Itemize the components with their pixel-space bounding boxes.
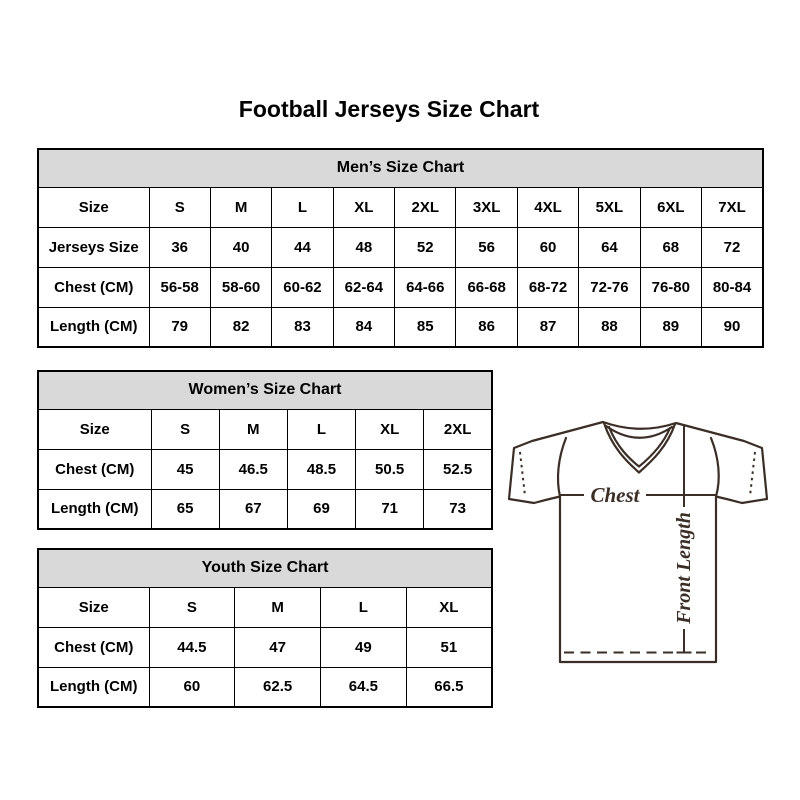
table-row bbox=[38, 587, 492, 627]
value-cell: 58-60 bbox=[210, 267, 271, 307]
value-cell: 82 bbox=[210, 307, 271, 347]
value-cell: M bbox=[235, 587, 321, 627]
value-cell: 68-72 bbox=[517, 267, 578, 307]
value-cell: 60-62 bbox=[272, 267, 333, 307]
right-cuff-stitch-line bbox=[750, 452, 755, 496]
value-cell: 62.5 bbox=[235, 667, 321, 707]
value-cell: 52 bbox=[395, 227, 456, 267]
value-cell: 83 bbox=[272, 307, 333, 347]
value-cell: 51 bbox=[406, 627, 492, 667]
value-cell: 56 bbox=[456, 227, 517, 267]
value-cell: S bbox=[149, 587, 235, 627]
left-armhole-seam bbox=[558, 438, 566, 497]
value-cell: 84 bbox=[333, 307, 394, 347]
value-cell: 4XL bbox=[517, 187, 578, 227]
value-cell: 56-58 bbox=[149, 267, 210, 307]
right-armhole-seam bbox=[711, 438, 719, 497]
value-cell: 48.5 bbox=[287, 449, 355, 489]
row-label-cell: Size bbox=[38, 587, 149, 627]
value-cell: 48 bbox=[333, 227, 394, 267]
chest-label: Chest bbox=[590, 483, 640, 507]
value-cell: 52.5 bbox=[424, 449, 492, 489]
value-cell: 36 bbox=[149, 227, 210, 267]
jersey-outline bbox=[509, 422, 767, 662]
value-cell: L bbox=[287, 409, 355, 449]
value-cell: XL bbox=[406, 587, 492, 627]
table-title: Youth Size Chart bbox=[38, 549, 492, 587]
value-cell: L bbox=[272, 187, 333, 227]
row-label-cell: Chest (CM) bbox=[38, 627, 149, 667]
value-cell: 44.5 bbox=[149, 627, 235, 667]
value-cell: 76-80 bbox=[640, 267, 701, 307]
value-cell: 64 bbox=[579, 227, 640, 267]
value-cell: 86 bbox=[456, 307, 517, 347]
value-cell: 89 bbox=[640, 307, 701, 347]
row-label-cell: Length (CM) bbox=[38, 667, 149, 707]
value-cell: 87 bbox=[517, 307, 578, 347]
row-label-cell: Chest (CM) bbox=[38, 449, 151, 489]
table-row bbox=[38, 409, 492, 449]
mens-size-table bbox=[37, 148, 764, 348]
value-cell: 66-68 bbox=[456, 267, 517, 307]
value-cell: L bbox=[321, 587, 407, 627]
value-cell: 72 bbox=[702, 227, 763, 267]
value-cell: 46.5 bbox=[219, 449, 287, 489]
table-row bbox=[38, 627, 492, 667]
value-cell: 67 bbox=[219, 489, 287, 529]
value-cell: 65 bbox=[151, 489, 219, 529]
value-cell: 71 bbox=[356, 489, 424, 529]
value-cell: 40 bbox=[210, 227, 271, 267]
value-cell: S bbox=[151, 409, 219, 449]
table-title: Men’s Size Chart bbox=[38, 149, 763, 187]
value-cell: 69 bbox=[287, 489, 355, 529]
value-cell: 44 bbox=[272, 227, 333, 267]
womens-size-table bbox=[37, 370, 493, 530]
row-label-cell: Length (CM) bbox=[38, 489, 151, 529]
table-row bbox=[38, 489, 492, 529]
table-row bbox=[38, 187, 763, 227]
row-label-cell: Chest (CM) bbox=[38, 267, 149, 307]
value-cell: 45 bbox=[151, 449, 219, 489]
value-cell: 50.5 bbox=[356, 449, 424, 489]
value-cell: M bbox=[210, 187, 271, 227]
table-header-row bbox=[38, 149, 763, 187]
table-row bbox=[38, 307, 763, 347]
value-cell: 49 bbox=[321, 627, 407, 667]
table-row bbox=[38, 227, 763, 267]
table-title: Women’s Size Chart bbox=[38, 371, 492, 409]
value-cell: 7XL bbox=[702, 187, 763, 227]
table-row bbox=[38, 267, 763, 307]
value-cell: 80-84 bbox=[702, 267, 763, 307]
value-cell: 64.5 bbox=[321, 667, 407, 707]
value-cell: 2XL bbox=[424, 409, 492, 449]
value-cell: 47 bbox=[235, 627, 321, 667]
value-cell: 85 bbox=[395, 307, 456, 347]
jersey-measurement-diagram bbox=[500, 400, 780, 680]
row-label-cell: Size bbox=[38, 187, 149, 227]
table-header-row bbox=[38, 371, 492, 409]
value-cell: XL bbox=[333, 187, 394, 227]
value-cell: 60 bbox=[149, 667, 235, 707]
value-cell: 6XL bbox=[640, 187, 701, 227]
value-cell: 68 bbox=[640, 227, 701, 267]
value-cell: 90 bbox=[702, 307, 763, 347]
value-cell: M bbox=[219, 409, 287, 449]
value-cell: 5XL bbox=[579, 187, 640, 227]
value-cell: 2XL bbox=[395, 187, 456, 227]
left-cuff-stitch-line bbox=[520, 452, 525, 496]
row-label-cell: Length (CM) bbox=[38, 307, 149, 347]
table-row bbox=[38, 449, 492, 489]
value-cell: XL bbox=[356, 409, 424, 449]
value-cell: 64-66 bbox=[395, 267, 456, 307]
youth-size-table bbox=[37, 548, 493, 708]
value-cell: 66.5 bbox=[406, 667, 492, 707]
value-cell: 60 bbox=[517, 227, 578, 267]
value-cell: 79 bbox=[149, 307, 210, 347]
row-label-cell: Size bbox=[38, 409, 151, 449]
value-cell: 88 bbox=[579, 307, 640, 347]
value-cell: S bbox=[149, 187, 210, 227]
value-cell: 73 bbox=[424, 489, 492, 529]
value-cell: 62-64 bbox=[333, 267, 394, 307]
table-row bbox=[38, 667, 492, 707]
front-length-label: Front Length bbox=[673, 512, 695, 624]
row-label-cell: Jerseys Size bbox=[38, 227, 149, 267]
table-header-row bbox=[38, 549, 492, 587]
value-cell: 72-76 bbox=[579, 267, 640, 307]
value-cell: 3XL bbox=[456, 187, 517, 227]
page-title: Football Jerseys Size Chart bbox=[238, 96, 540, 122]
